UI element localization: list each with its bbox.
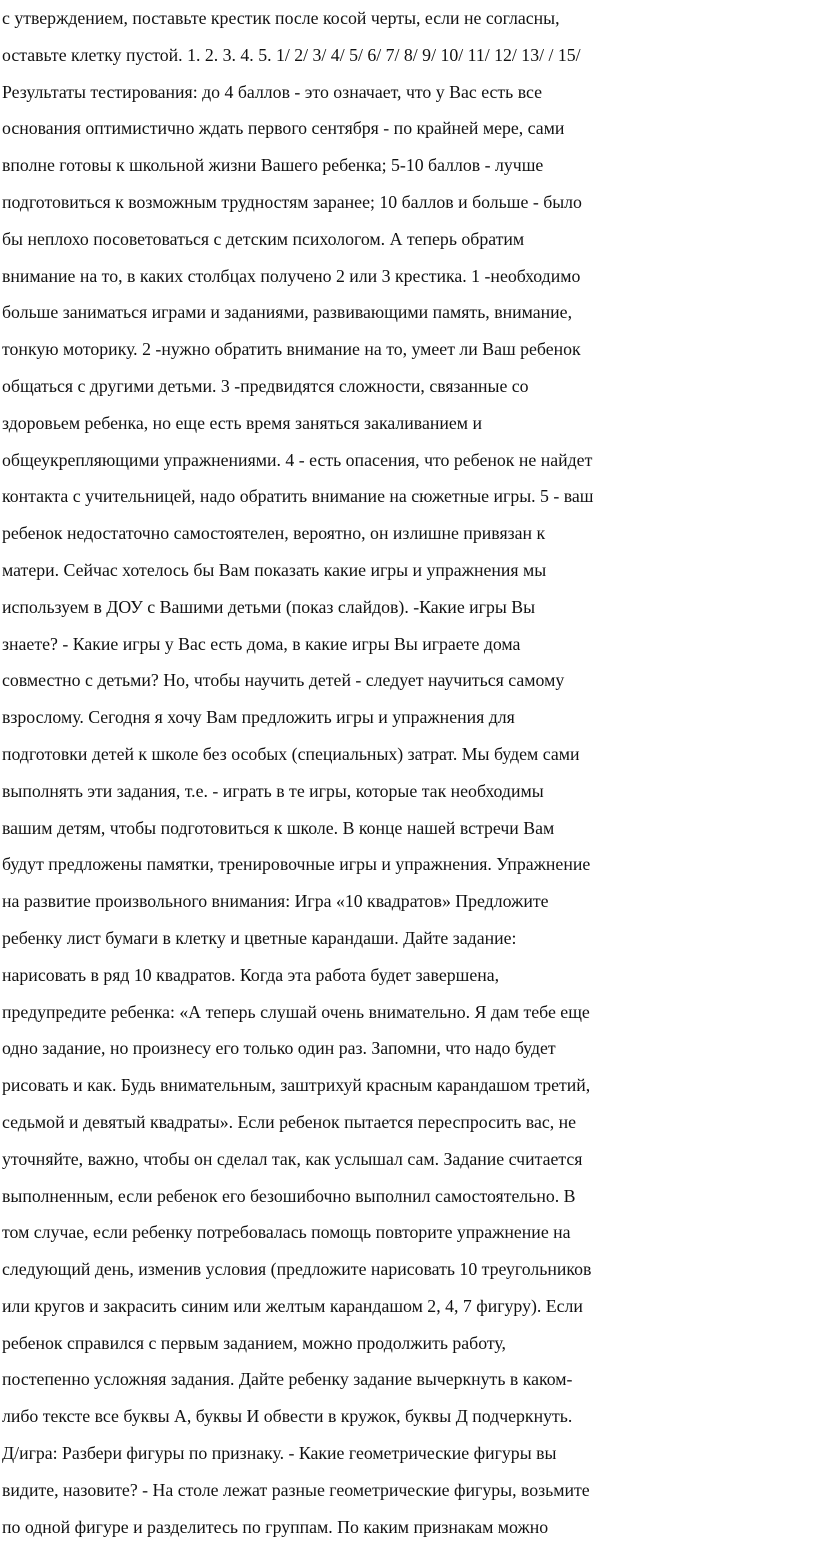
- text-line: предупредите ребенка: «А теперь слушай очень внимательно. Я дам тебе еще: [2, 1001, 590, 1022]
- text-line: ребенок справился с первым заданием, можно продолжить работу,: [2, 1332, 506, 1353]
- text-line: общаться с другими детьми. 3 -предвидятся сложности, связанные со: [2, 375, 529, 396]
- text-line: совместно с детьми? Но, чтобы научить детей - следует научиться самому: [2, 670, 565, 691]
- text-line: знаете? - Какие игры у Вас есть дома, в какие игры Вы играете дома: [2, 633, 521, 654]
- text-line: Д/игра: Разбери фигуры по признаку. - Какие геометрические фигуры вы: [2, 1443, 557, 1464]
- text-line: выполненным, если ребенок его безошибочно выполнил самостоятельно. В: [2, 1185, 576, 1206]
- text-line: бы неплохо посоветоваться с детским психологом. А теперь обратим: [2, 228, 525, 249]
- text-line: здоровьем ребенка, но еще есть время заняться закаливанием и: [2, 412, 482, 433]
- text-line: видите, назовите? - На столе лежат разные геометрические фигуры, возьмите: [2, 1479, 590, 1500]
- text-line: будут предложены памятки, тренировочные игры и упражнения. Упражнение: [2, 854, 591, 875]
- text-line: основания оптимистично ждать первого сентября - по крайней мере, сами: [2, 118, 565, 139]
- text-line: нарисовать в ряд 10 квадратов. Когда эта работа будет завершена,: [2, 964, 500, 985]
- text-line: рисовать и как. Будь внимательным, заштрихуй красным карандашом третий,: [2, 1075, 591, 1096]
- text-line: ребенок недостаточно самостоятелен, вероятно, он излишне привязан к: [2, 523, 546, 544]
- text-line: общеукрепляющими упражнениями. 4 - есть опасения, что ребенок не найдет: [2, 449, 593, 470]
- text-line: используем в ДОУ с Вашими детьми (показ слайдов). -Какие игры Вы: [2, 596, 536, 617]
- text-line: или кругов и закрасить синим или желтым карандашом 2, 4, 7 фигуру). Если: [2, 1295, 583, 1316]
- text-line: больше заниматься играми и заданиями, развивающими память, внимание,: [2, 302, 573, 323]
- text-line: подготовиться к возможным трудностям заранее; 10 баллов и больше - было: [2, 191, 582, 212]
- text-line: постепенно усложняя задания. Дайте ребенку задание вычеркнуть в каком-: [2, 1369, 573, 1390]
- text-line: вашим детям, чтобы подготовиться к школе. В конце нашей встречи Вам: [2, 817, 555, 838]
- text-line: матери. Сейчас хотелось бы Вам показать какие игры и упражнения мы: [2, 559, 547, 580]
- text-line: выполнять эти задания, т.е. - играть в те игры, которые так необходимы: [2, 780, 544, 801]
- text-line: по одной фигуре и разделитесь по группам. По каким признакам можно: [2, 1516, 549, 1537]
- text-line: тонкую моторику. 2 -нужно обратить внимание на то, умеет ли Ваш ребенок: [2, 339, 581, 360]
- text-line: одно задание, но произнесу его только один раз. Запомни, что надо будет: [2, 1038, 556, 1059]
- text-line: ребенку лист бумаги в клетку и цветные карандаши. Дайте задание:: [2, 927, 517, 948]
- text-line: контакта с учительницей, надо обратить внимание на сюжетные игры. 5 - ваш: [2, 486, 594, 507]
- text-line: внимание на то, в каких столбцах получено 2 или 3 крестика. 1 -необходимо: [2, 265, 581, 286]
- text-line: вполне готовы к школьной жизни Вашего ребенка; 5-10 баллов - лучше: [2, 155, 544, 176]
- text-line: том случае, если ребенку потребовалась помощь повторите упражнение на: [2, 1222, 571, 1243]
- text-line: подготовки детей к школе без особых (специальных) затрат. Мы будем сами: [2, 743, 580, 764]
- text-line: следующий день, изменив условия (предложите нарисовать 10 треугольников: [2, 1259, 592, 1280]
- text-line: уточняйте, важно, чтобы он сделал так, как услышал сам. Задание считается: [2, 1148, 583, 1169]
- text-line: на развитие произвольного внимания: Игра «10 квадратов» Предложите: [2, 891, 549, 912]
- text-line: оставьте клетку пустой. 1. 2. 3. 4. 5. 1/ 2/ 3/ 4/ 5/ 6/ 7/ 8/ 9/ 10/ 11/ 12/ 13/ / 15/: [2, 44, 581, 65]
- text-line: либо тексте все буквы А, буквы И обвести в кружок, буквы Д подчеркнуть.: [2, 1406, 573, 1427]
- text-line: Результаты тестирования: до 4 баллов - это означает, что у Вас есть все: [2, 81, 543, 102]
- text-line: седьмой и девятый квадраты». Если ребенок пытается переспросить вас, не: [2, 1111, 577, 1132]
- text-line: взрослому. Сегодня я хочу Вам предложить игры и упражнения для: [2, 707, 515, 728]
- text-line: с утверждением, поставьте крестик после косой черты, если не согласны,: [2, 8, 560, 28]
